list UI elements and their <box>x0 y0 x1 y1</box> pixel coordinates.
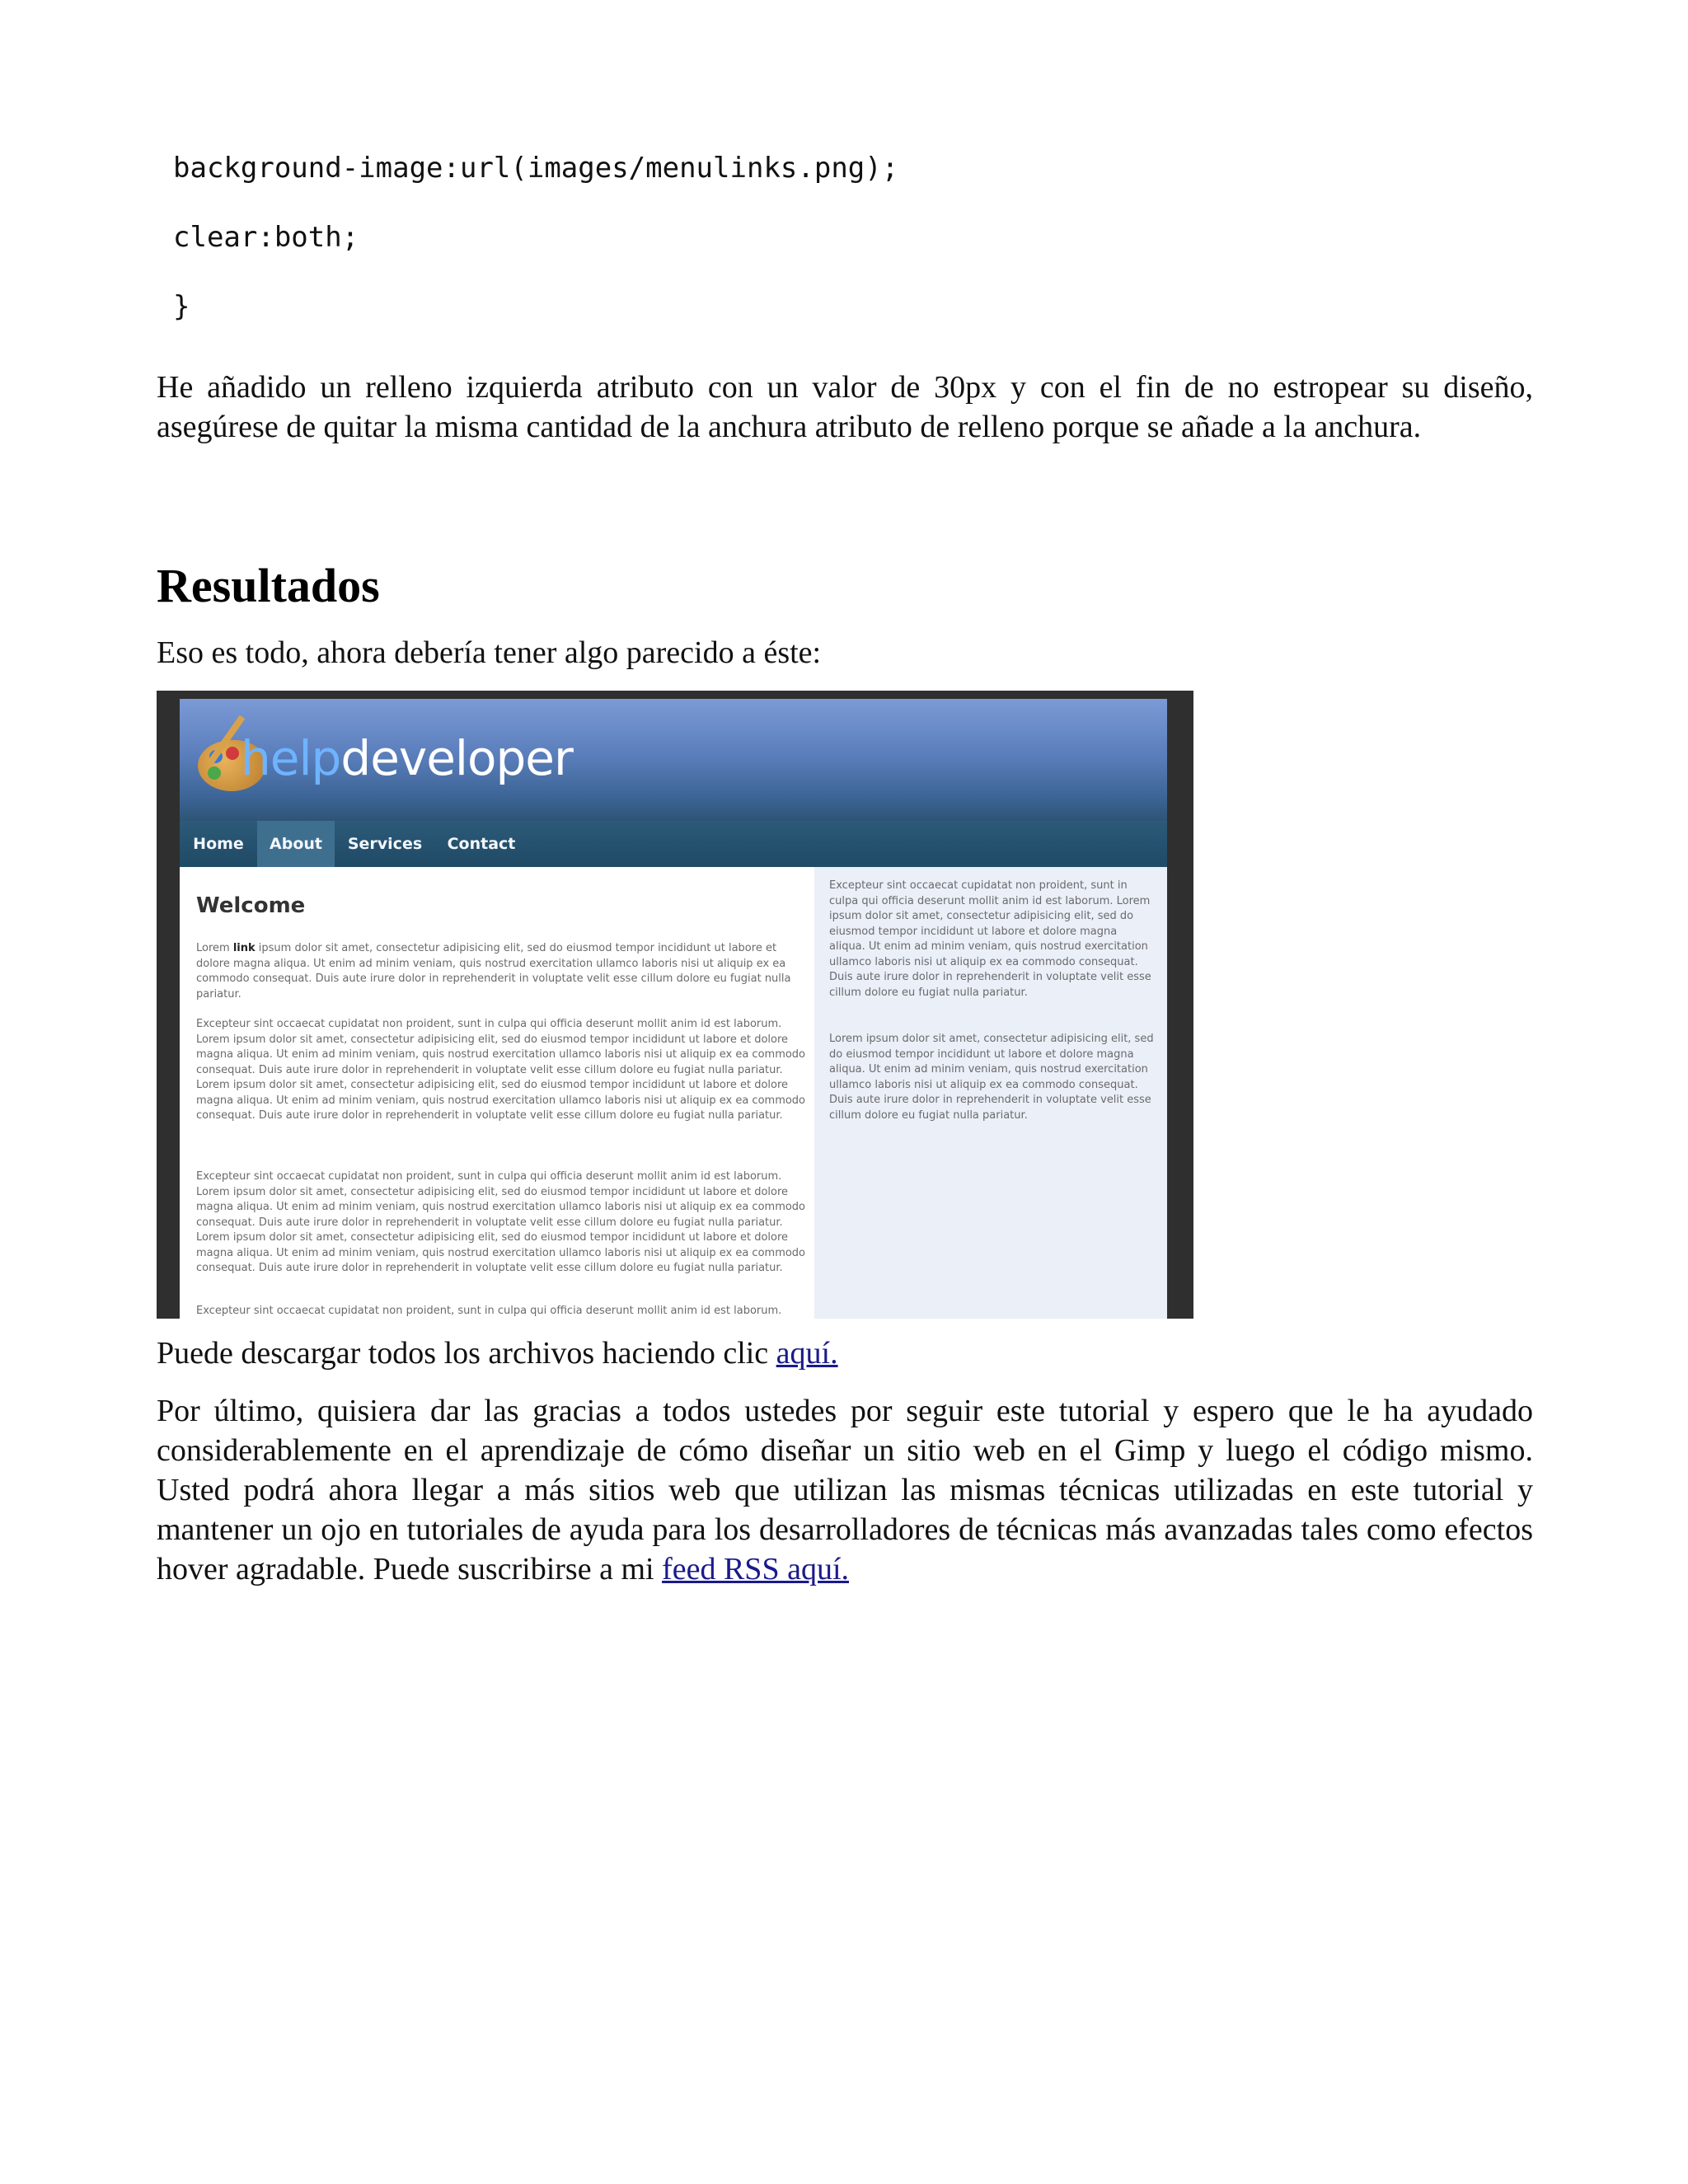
intro-section <box>157 368 1533 447</box>
results-lead: Eso es todo, ahora debería tener algo parecido a éste: <box>157 635 822 670</box>
results-section <box>157 559 1533 613</box>
download-text <box>157 1333 1533 1373</box>
site-main-content <box>180 867 814 1319</box>
nav-about[interactable]: About <box>257 821 335 867</box>
code-block <box>157 152 1533 323</box>
sidebar-paragraph-2: Lorem ipsum dolor sit amet, consectetur adipisicing elit, sed do eiusmod tempor incididunt ut labore et dolore magna aliqua. Ut enim ad minim veniam, quis nostrud exercitation ullamco laboris nisi ut aliquip ex ea commodo consequat. Duis aute irure dolor in reprehenderit in voluptate velit esse cillum dolore eu fugiat nulla pariatur. <box>829 1033 1154 1122</box>
welcome-heading: Welcome <box>196 893 306 918</box>
rss-feed-link[interactable]: feed RSS aquí. <box>662 1552 850 1586</box>
nav-contact[interactable]: Contact <box>447 835 516 853</box>
closing-text: Por último, quisiera dar las gracias a todos ustedes por seguir este tutorial y espero que le ha ayudado considerablemente en el aprendizaje de cómo diseñar un sitio web en el Gimp y luego el código mismo. Usted podrá ahora llegar a más sitios web que utilizan las mismas técnicas utilizadas en este tutorial y mantener un ojo en tutoriales de ayuda para los desarrolladores de técnicas más avanzadas tales como efectos hover agradable. Puede suscribirse a mi <box>157 1394 1533 1586</box>
main-p1-rest: ipsum dolor sit amet, consectetur adipisicing elit, sed do eiusmod tempor incididunt ut labore et dolore magna aliqua. Ut enim ad minim veniam, quis nostrud exercitation ullamco laboris nisi ut aliquip ex ea commodo consequat. Duis aute irure dolor in reprehenderit in voluptate velit esse cillum dolore eu fugiat nulla pariatur. <box>196 942 791 1001</box>
nav-home[interactable]: Home <box>193 835 244 853</box>
logo-help: help <box>241 730 341 786</box>
download-section <box>157 1333 1533 1373</box>
site-preview <box>180 699 1167 1319</box>
main-p1-link[interactable]: link <box>232 942 256 954</box>
section-title: Resultados <box>157 559 380 612</box>
site-logo <box>198 717 573 799</box>
results-lead-wrap <box>157 633 1533 673</box>
main-paragraph-1 <box>196 941 806 1002</box>
sidebar-paragraph-1: Excepteur sint occaecat cupidatat non proident, sunt in culpa qui officia deserunt mollit anim id est laborum. Lorem ipsum dolor sit amet, consectetur adipisicing elit, sed do eiusmod tempor incididunt ut labore et dolore magna aliqua. Ut enim ad minim veniam, quis nostrud exercitation ullamco laboris nisi ut aliquip ex ea commodo consequat. Duis aute irure dolor in reprehenderit in voluptate velit esse cillum dolore eu fugiat nulla pariatur. <box>829 879 1151 999</box>
logo-text <box>241 730 573 786</box>
code-line-1: background-image:url(images/menulinks.png); <box>173 152 899 185</box>
main-p1-text: Lorem <box>196 942 233 954</box>
download-prefix: Puede descargar todos los archivos haciendo clic <box>157 1336 776 1371</box>
closing-section <box>157 1391 1533 1589</box>
main-paragraph-3: Excepteur sint occaecat cupidatat non proident, sunt in culpa qui officia deserunt mollit anim id est laborum. Lorem ipsum dolor sit amet, consectetur adipisicing elit, sed do eiusmod tempor incididunt ut labore et dolore magna aliqua. Ut enim ad minim veniam, quis nostrud exercitation ullamco laboris nisi ut aliquip ex ea commodo consequat. Duis aute irure dolor in reprehenderit in voluptate velit esse cillum dolore eu fugiat nulla pariatur. Lorem ipsum dolor sit amet, consectetur adipisicing elit, sed do eiusmod tempor incididunt ut labore et dolore magna aliqua. Ut enim ad minim veniam, quis nostrud exercitation ullamco laboris nisi ut aliquip ex ea commodo consequat. Duis aute irure dolor in reprehenderit in voluptate velit esse cillum dolore eu fugiat nulla pariatur. <box>196 1170 806 1274</box>
main-paragraph-4: Excepteur sint occaecat cupidatat non proident, sunt in culpa qui officia deserunt mollit anim id est laborum. <box>196 1305 782 1317</box>
download-link[interactable]: aquí. <box>776 1336 838 1371</box>
closing-paragraph <box>157 1391 1533 1589</box>
site-nav <box>180 821 1167 867</box>
nav-services[interactable]: Services <box>347 835 423 853</box>
site-sidebar <box>814 867 1167 1319</box>
main-paragraph-2: Excepteur sint occaecat cupidatat non proident, sunt in culpa qui officia deserunt mollit anim id est laborum. Lorem ipsum dolor sit amet, consectetur adipisicing elit, sed do eiusmod tempor incididunt ut labore et dolore magna aliqua. Ut enim ad minim veniam, quis nostrud exercitation ullamco laboris nisi ut aliquip ex ea commodo consequat. Duis aute irure dolor in reprehenderit in voluptate velit esse cillum dolore eu fugiat nulla pariatur. Lorem ipsum dolor sit amet, consectetur adipisicing elit, sed do eiusmod tempor incididunt ut labore et dolore magna aliqua. Ut enim ad minim veniam, quis nostrud exercitation ullamco laboris nisi ut aliquip ex ea commodo consequat. Duis aute irure dolor in reprehenderit in voluptate velit esse cillum dolore eu fugiat nulla pariatur. <box>196 1018 806 1122</box>
code-line-2: clear:both; <box>173 221 359 254</box>
website-screenshot <box>157 691 1193 1319</box>
logo-developer: developer <box>340 730 573 786</box>
code-line-3: } <box>173 290 190 323</box>
site-header <box>180 699 1167 821</box>
intro-paragraph: He añadido un relleno izquierda atributo con un valor de 30px y con el fin de no estropear su diseño, asegúrese de quitar la misma cantidad de la anchura atributo de relleno porque se añade a la anchura. <box>157 370 1533 444</box>
